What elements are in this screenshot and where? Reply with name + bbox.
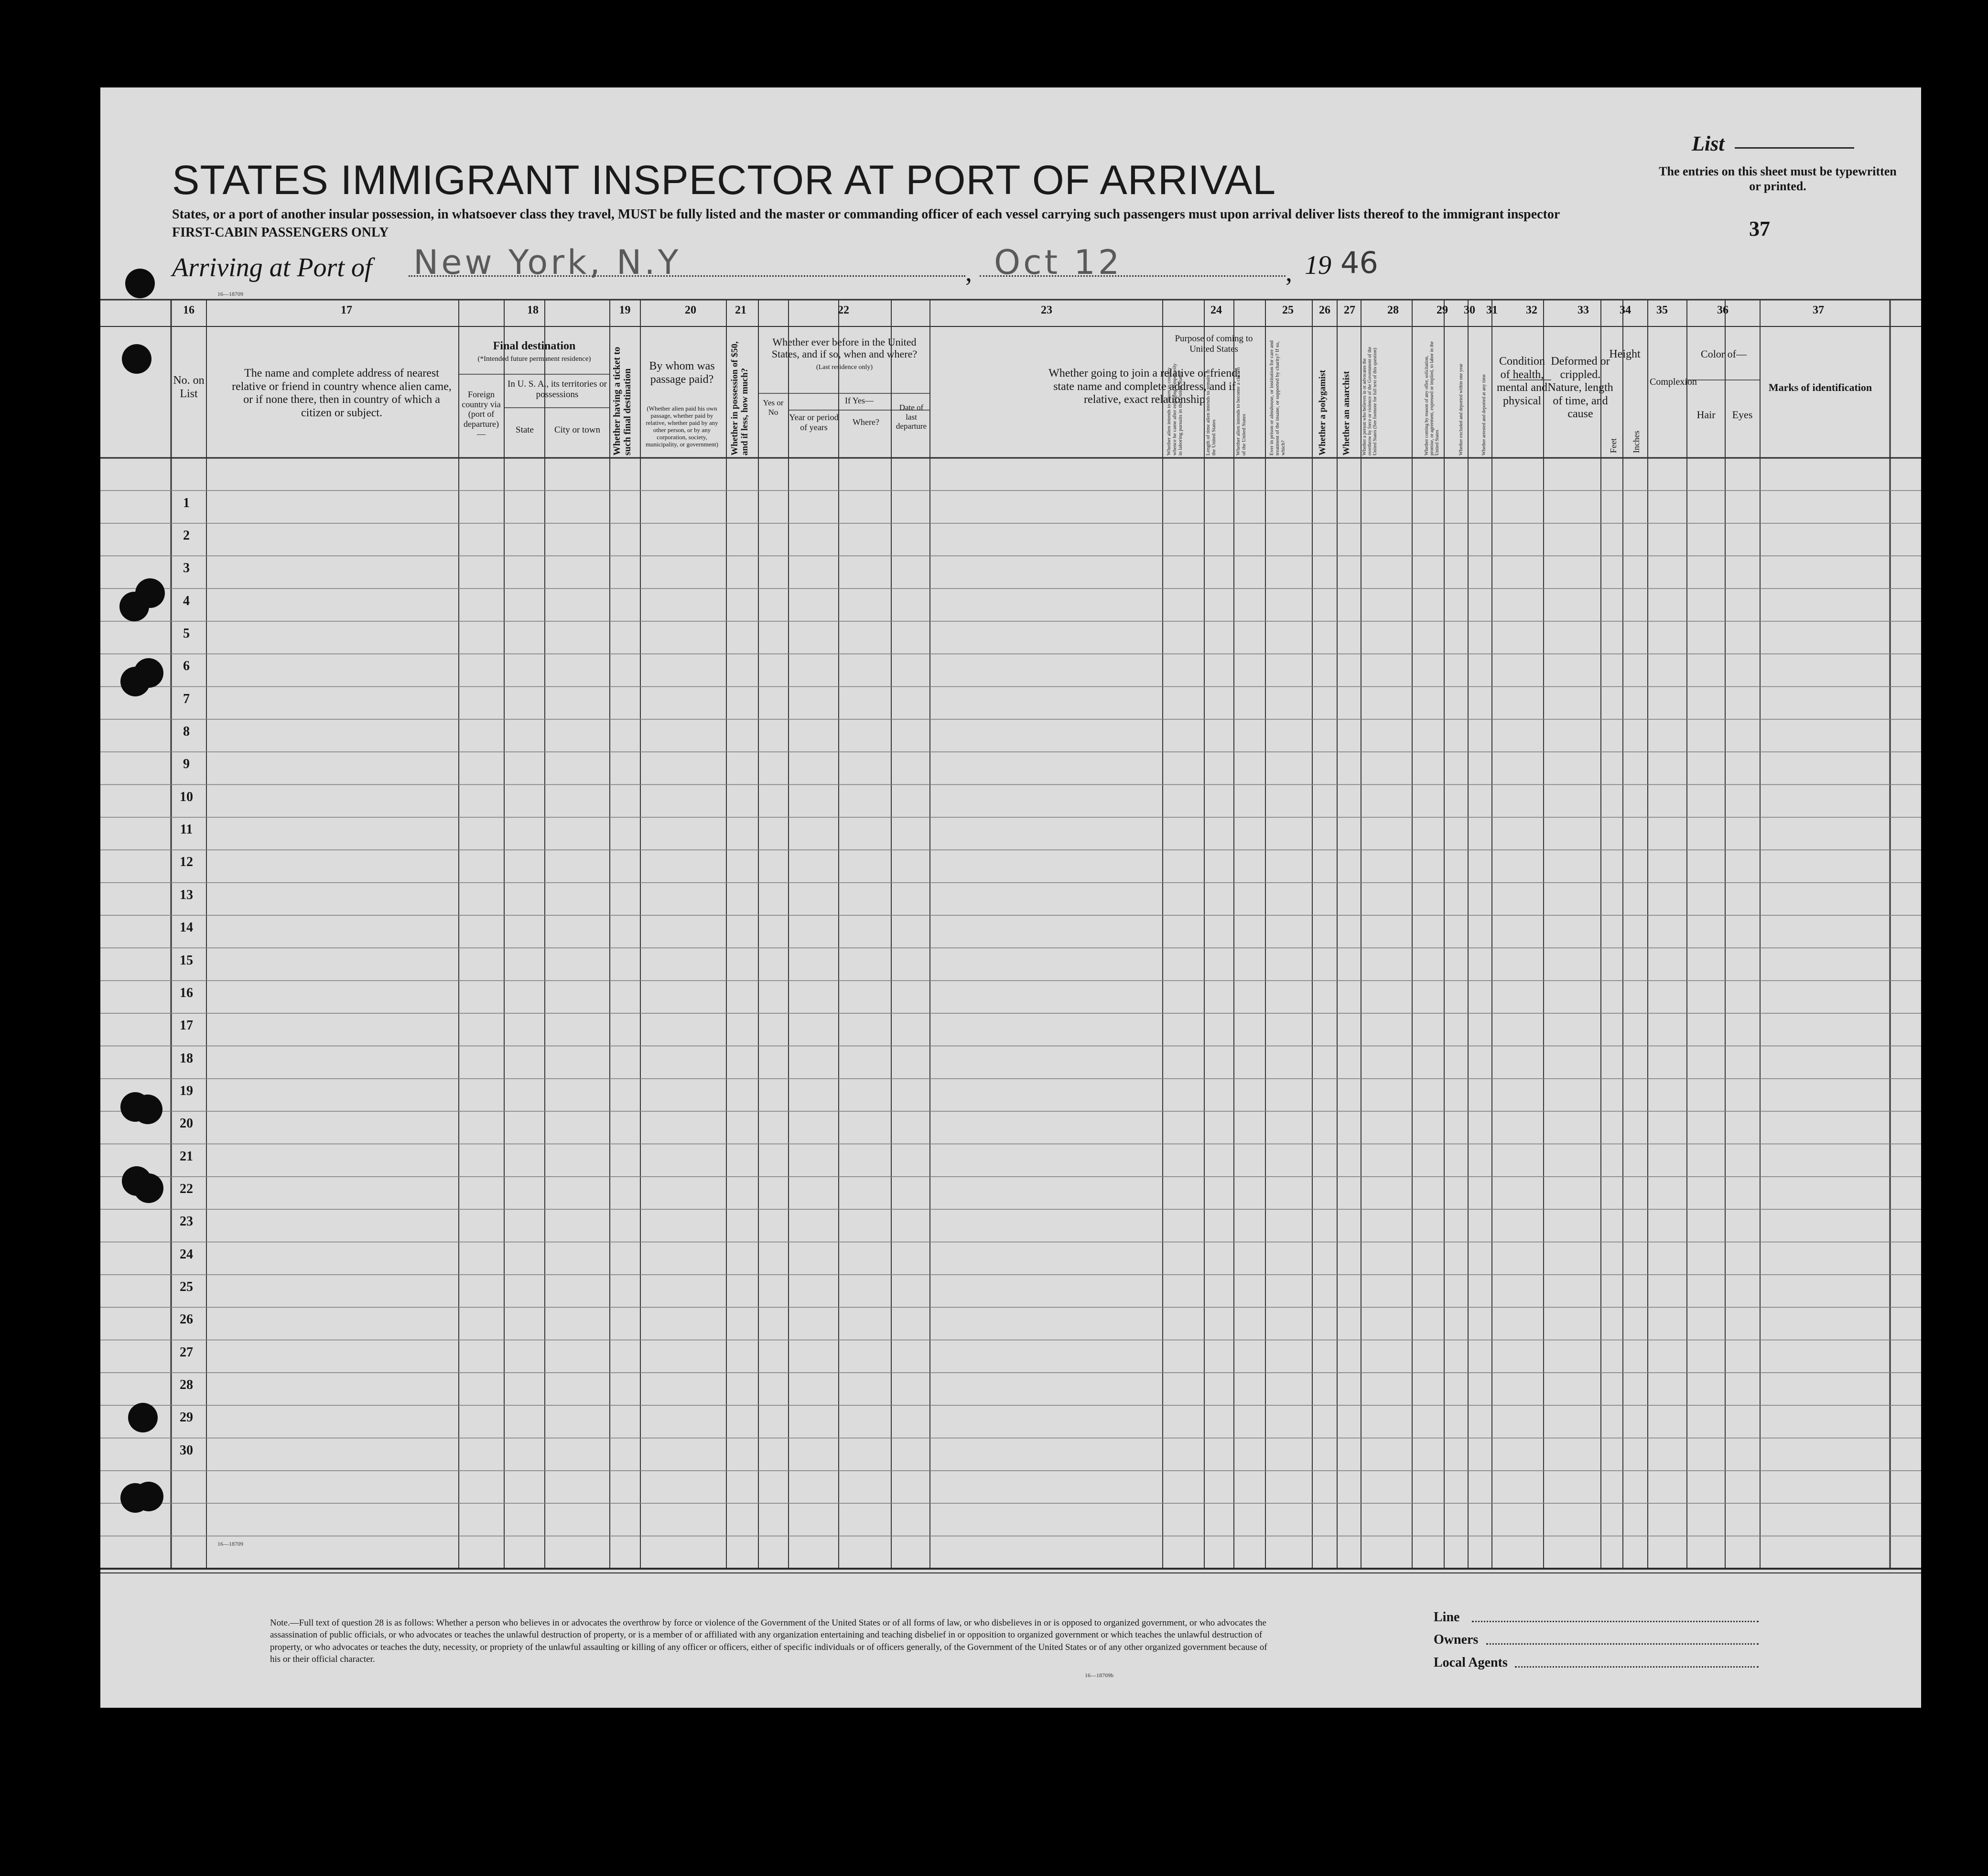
col-22-subtitle: (Last residence only) bbox=[816, 364, 873, 371]
column-number-30: 30 bbox=[1464, 304, 1475, 316]
column-number-23: 23 bbox=[1041, 304, 1052, 316]
list-label: List bbox=[1692, 132, 1725, 155]
col-35-header: Complexion bbox=[1650, 377, 1697, 387]
column-number-28: 28 bbox=[1387, 304, 1399, 316]
local-agents-label: Local Agents bbox=[1434, 1655, 1508, 1670]
owners-field bbox=[1486, 1642, 1759, 1645]
column-number-18: 18 bbox=[527, 304, 539, 316]
col-22-where: Where? bbox=[853, 417, 879, 427]
col-34-title: Height bbox=[1609, 348, 1641, 360]
row-number: 15 bbox=[180, 953, 193, 968]
col-27-header: Whether an anarchist bbox=[1341, 371, 1351, 455]
arriving-label: Arriving at Port of bbox=[172, 253, 372, 282]
row-number: 10 bbox=[180, 789, 193, 804]
col-21-header: Whether in possession of $50, and if less, how much? bbox=[730, 341, 750, 455]
col-32-header: Condition of health, mental and physical bbox=[1497, 355, 1547, 407]
row-number: 9 bbox=[183, 757, 190, 772]
local-agents-field bbox=[1515, 1665, 1759, 1668]
col-22-year: Year or period of years bbox=[789, 412, 839, 432]
row-number: 28 bbox=[180, 1377, 193, 1393]
row-number: 30 bbox=[180, 1442, 193, 1458]
col-16-header: No. on List bbox=[173, 374, 205, 400]
form-number-top: 16—18709 bbox=[217, 291, 243, 297]
punch-hole bbox=[128, 1403, 158, 1432]
year-prefix: 19 bbox=[1305, 250, 1331, 280]
instructions-line-2: FIRST-CABIN PASSENGERS ONLY bbox=[172, 225, 389, 240]
col-18-state: State bbox=[516, 425, 534, 435]
col-17-header: The name and complete address of nearest relative or friend in country whence alien came, or if none there, then in country of which a citizen or subject. bbox=[232, 367, 452, 419]
column-number-25: 25 bbox=[1282, 304, 1294, 316]
column-number-29: 29 bbox=[1437, 304, 1448, 316]
col-36-eyes: Eyes bbox=[1732, 409, 1753, 421]
comma-1: , bbox=[965, 258, 972, 287]
col-24-length: Length of time alien intends to remain in the United States bbox=[1205, 369, 1217, 455]
row-number: 4 bbox=[183, 593, 190, 608]
row-number: 18 bbox=[180, 1051, 193, 1066]
col-22-yes-no: Yes or No bbox=[763, 398, 784, 417]
punch-hole bbox=[125, 269, 155, 298]
col-20-subtitle: (Whether alien paid his own passage, whether paid by relative, whether paid by any other person, or by any corporation, society, municipality, or government) bbox=[646, 405, 718, 448]
row-number: 21 bbox=[180, 1149, 193, 1164]
column-number-21: 21 bbox=[735, 304, 746, 316]
col-33-header: Deformed or crippled. Nature, length of time, and cause bbox=[1547, 355, 1613, 421]
row-number: 22 bbox=[180, 1182, 193, 1197]
row-number: 12 bbox=[180, 855, 193, 870]
col-18-foreign-country: Foreign country via (port of departure)— bbox=[462, 390, 501, 439]
row-number: 20 bbox=[180, 1116, 193, 1131]
column-number-24: 24 bbox=[1210, 304, 1222, 316]
punch-hole bbox=[122, 344, 151, 374]
col-24-citizen: Whether alien intends to become a citizen of the United States bbox=[1235, 367, 1247, 455]
column-number-35: 35 bbox=[1656, 304, 1668, 316]
column-number-20: 20 bbox=[685, 304, 696, 316]
col-28-header: Whether a person who believes in or advocates the overthrow by force or violence of the Government of the United States (See footnote for full text of this question) bbox=[1362, 347, 1378, 455]
line-field bbox=[1472, 1619, 1759, 1622]
column-number-16: 16 bbox=[183, 304, 194, 316]
col-18-subtitle: (*Intended future permanent residence) bbox=[477, 355, 591, 363]
col-34-inches: Inches bbox=[1631, 431, 1641, 453]
manifest-sheet bbox=[100, 87, 1921, 1708]
line-label: Line bbox=[1434, 1610, 1460, 1625]
column-number-37: 37 bbox=[1813, 304, 1824, 316]
row-number: 14 bbox=[180, 920, 193, 935]
col-30-header: Whether excluded and deported within one year bbox=[1459, 363, 1464, 455]
row-number: 24 bbox=[180, 1247, 193, 1262]
column-number-27: 27 bbox=[1344, 304, 1355, 316]
column-number-26: 26 bbox=[1319, 304, 1330, 316]
row-number: 13 bbox=[180, 887, 193, 902]
column-number-34: 34 bbox=[1620, 304, 1631, 316]
row-number: 23 bbox=[180, 1214, 193, 1229]
column-number-36: 36 bbox=[1717, 304, 1729, 316]
col-24-title: Purpose of coming to United States bbox=[1175, 334, 1253, 354]
col-37-header: Marks of identification bbox=[1768, 381, 1872, 393]
col-36-hair: Hair bbox=[1696, 409, 1716, 421]
punch-hole bbox=[133, 1095, 162, 1124]
column-number-31: 31 bbox=[1486, 304, 1498, 316]
row-number: 17 bbox=[180, 1018, 193, 1033]
table-grid bbox=[100, 87, 1921, 1708]
row-number: 7 bbox=[183, 691, 190, 706]
column-number-33: 33 bbox=[1577, 304, 1589, 316]
form-title: STATES IMMIGRANT INSPECTOR AT PORT OF ARRIVAL bbox=[172, 157, 1276, 203]
col-23-header: Whether going to join a relative or friend; state name and complete address, and if relative, exact relationship bbox=[1048, 367, 1241, 406]
row-number: 1 bbox=[183, 495, 190, 510]
col-18-title: Final destination bbox=[493, 340, 576, 352]
row-number: 3 bbox=[183, 561, 190, 576]
handwritten-date: Oct 12 bbox=[994, 243, 1123, 282]
footnote-question-28: Note.—Full text of question 28 is as follows: Whether a person who believes in or advocates the overthrow by force or violence of the Government of the United States or of all forms of law, or who disbelieves in or is opposed to organized government, or who advocates the assassination of public officials, or who advocates or teaches the unlawful destruction of property, or is a member of or affiliated with any organization entertaining and teaching disbelief in or opposition to organized government or which teaches the unlawful destruction of property, or who advocates or teaches the duty, necessity, or propriety of the unlawful assaulting or killing of any officer or officers, either of specific individuals or of officers generally, of the Government of the United States or of any other organized government because of his or their official character. bbox=[270, 1618, 1267, 1664]
owners-label: Owners bbox=[1434, 1632, 1479, 1647]
punch-hole bbox=[134, 1482, 163, 1511]
row-number: 11 bbox=[180, 822, 193, 837]
col-34-feet: Feet bbox=[1609, 438, 1618, 453]
row-number: 26 bbox=[180, 1312, 193, 1327]
row-number: 2 bbox=[183, 528, 190, 543]
form-number-footer: 16—18709b bbox=[1085, 1672, 1113, 1679]
col-31-header: Whether arrested and deported at any time bbox=[1481, 374, 1487, 455]
row-number: 19 bbox=[180, 1083, 193, 1098]
col-26-header: Whether a polygamist bbox=[1318, 369, 1328, 455]
punch-hole bbox=[134, 1173, 163, 1203]
col-36-title: Color of— bbox=[1701, 348, 1747, 360]
col-19-header: Whether having a ticket to such final destination bbox=[612, 347, 633, 455]
col-18-usa: In U. S. A., its territories or possessions bbox=[508, 379, 607, 400]
form-number-bottom: 16—18709 bbox=[217, 1540, 243, 1547]
row-number: 29 bbox=[180, 1410, 193, 1425]
col-25-header: Ever in prison or almshouse, or institution for care and treatment of the insane, or supported by charity? If so, which? bbox=[1269, 340, 1286, 455]
row-number: 6 bbox=[183, 659, 190, 674]
row-number: 16 bbox=[180, 985, 193, 1000]
punch-hole bbox=[120, 667, 150, 696]
column-number-17: 17 bbox=[341, 304, 352, 316]
entries-note: The entries on this sheet must be typewritten or printed. bbox=[1659, 164, 1897, 194]
col-22-date: Date of last departure bbox=[896, 403, 927, 431]
col-18-city: City or town bbox=[554, 425, 601, 435]
instructions-line-1: States, or a port of another insular possession, in whatsoever class they travel, MUST be fully listed and the master or commanding officer of each vessel carrying such passengers must upon arrival deliver lists thereof to the immigrant inspector bbox=[172, 207, 1560, 222]
column-number-19: 19 bbox=[619, 304, 631, 316]
column-number-32: 32 bbox=[1526, 304, 1537, 316]
col-22-title: Whether ever before in the United States, and if so, when and where? bbox=[771, 336, 918, 360]
row-number: 5 bbox=[183, 626, 190, 641]
column-number-22: 22 bbox=[838, 304, 849, 316]
handwritten-port: New York, N.Y bbox=[413, 243, 681, 282]
row-number: 27 bbox=[180, 1345, 193, 1360]
row-number: 25 bbox=[180, 1280, 193, 1295]
row-number: 8 bbox=[183, 724, 190, 739]
col-24-return: Whether alien intends to return to country whence he came after engaging temporarily in laboring pursuits in the United States bbox=[1166, 363, 1184, 455]
col-20-title: By whom was passage paid? bbox=[649, 360, 715, 386]
sheet-number: 37 bbox=[1749, 217, 1770, 240]
comma-2: , bbox=[1286, 258, 1292, 287]
punch-hole bbox=[119, 592, 149, 621]
col-29-header: Whether coming by reason of any offer, solicitation, promise, or agreement, expressed or implied, to labor in the United States bbox=[1424, 341, 1440, 455]
col-22-if-yes: If Yes— bbox=[844, 396, 874, 405]
handwritten-year: 46 bbox=[1340, 245, 1378, 280]
